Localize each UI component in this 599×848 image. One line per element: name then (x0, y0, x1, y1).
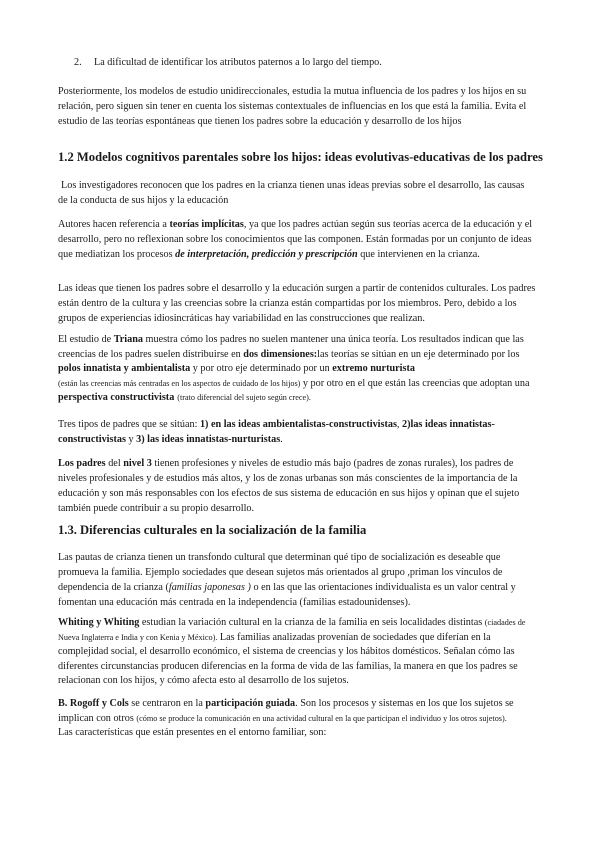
paragraph-triana-study (58, 333, 536, 406)
text-run: que intervienen en la crianza. (357, 249, 480, 260)
bold-term: nivel 3 (123, 458, 152, 469)
paragraph-rogoff-study (58, 697, 536, 741)
list-item-text: La dificultad de identificar los atributos paternos a lo largo del tiempo. (94, 57, 382, 68)
bold-term: teorías implícitas (169, 219, 244, 230)
bold-term: 1) en las ideas ambientalistas-constructivistas (199, 419, 397, 430)
text-run: Las características que están presentes en el entorno familiar, son: (58, 727, 327, 739)
bold-term: Triana (113, 334, 143, 345)
bold-term: 3) las ideas innatistas-nurturistas (136, 434, 281, 445)
text-run: muestra cómo los padres no suelen mantener una única teoría. Los resultados indican que las creencias de los padres suelen distribuirse en (58, 334, 524, 360)
text-run: y (125, 434, 137, 445)
text-run: El estudio de (58, 334, 114, 345)
bold-term: Los padres (58, 458, 106, 469)
text-run: Tres tipos de padres que se sitúan: (58, 419, 200, 430)
paragraph-researchers: Los investigadores reconocen que los padres en la crianza tienen unas ideas previas sobre el desarrollo, las causas de la conducta de sus hijos y la educación (58, 180, 525, 206)
text-run: , ya que los padres actúan según sus teorías acerca de la educación y el desarrollo, pero no reflexionan sobre los conocimientos que las componen. Están formadas por un conjunto de ideas que mediatizan los procesos (58, 219, 533, 260)
text-run: se centraron en la (128, 698, 206, 709)
text-run: las teorías se sitúan en un eje determinado por los (317, 348, 520, 360)
text-run: estudian la variación cultural en la crianza de la familia en seis localidades distintas (139, 617, 485, 628)
bold-term: extremo nurturista (332, 363, 415, 375)
numbered-list-item (74, 55, 382, 70)
text-run: Autores hacen referencia a (58, 219, 170, 230)
text-run: . Son los procesos y sistemas en los que los sujetos se implican con otros (58, 698, 514, 724)
paragraph-whiting-study (58, 616, 536, 689)
text-run: o en las que las orientaciones individualista es un valor central y fomentan una educación más centrada en la independencia (familias estadounidenses). (58, 582, 516, 608)
small-note: (ciadades de Nueva Inglaterra e India y con Kenia y México). (58, 618, 526, 642)
bold-italic-term: de interpretación, predicción y prescripción (175, 249, 358, 260)
small-note: (trato diferencial del sujeto según crece). (177, 393, 311, 403)
paragraph-level-3-parents (58, 456, 536, 516)
text-run: Las pautas de crianza tienen un transfondo cultural que determinan qué tipo de socialización es deseable que promueva la familia. Ejemplo sociedades que desean sujetos más orientados al grupo ,priman los vínculos de dependencia de la crianza ( (58, 552, 503, 593)
list-item-number: 2. (74, 57, 82, 68)
bold-term: B. Rogoff y Cols (58, 698, 129, 709)
text-run: y por otro eje determinado por un (190, 363, 333, 375)
text-run: Las familias analizadas provenían de sociedades que diferían en la complejidad social, el desarrollo económico, el sistema de creencias y los hábitos domésticos. Señalan cómo las diferentes circunstancias producen diferencias en la forma de vida de las familias, la manera en que los padres se relacionan con los hijos, y cómo afecta esto al desarrollo de los sujetos. (58, 631, 518, 687)
text-run: y por otro en el que están las creencias que adoptan una (300, 377, 530, 389)
paragraph-cultural-ideas: Las ideas que tienen los padres sobre el desarrollo y la educación surgen a partir de contenidos culturales. Los padres están dentro de la cultura y las creencias sobre la crianza están compartidas por los miembros. Pero, debido a los grupos de experiencias idiosincráticas hay variabilidad en las construcciones que realizan. (58, 283, 536, 324)
paragraph-unidirectional-models: Posteriormente, los modelos de estudio unidireccionales, estudia la mutua influencia de los padres y los hijos en su relación, pero siguen sin tener en cuenta los sistemas contextuales de influencias en los que está la familia. Evita el estudio de las teorías espontáneas que tienen los padres sobre la educación y desarrollo de los hijos (58, 86, 527, 127)
bold-term: participación guiada (205, 698, 296, 709)
text-run: del (105, 458, 124, 469)
text-run: , (396, 419, 403, 430)
bold-term: 2)las ideas innatistas-constructivistas (58, 419, 495, 445)
text-run: . (280, 434, 283, 445)
section-heading-1-3: 1.3. Diferencias culturales en la socialización de la familia (58, 523, 367, 537)
paragraph-cultural-background (58, 550, 536, 610)
paragraph-implicit-theories (58, 217, 536, 262)
bold-term: dos dimensiones: (243, 348, 318, 360)
bold-term: perspectiva constructivista (58, 392, 175, 404)
small-note: (están las creencias más centradas en los aspectos de cuidado de los hijos) (58, 378, 301, 388)
italic-term: familias japonesas ) (168, 582, 251, 593)
text-run: tienen profesiones y niveles de estudio más bajo (padres de zonas rurales), los padres de niveles profesionales y de estudios más altos, y los de zonas urbanas son más conscientes de la importancia de la educación y son más responsables con los efectos de sus sistema de educación en sus hijos y opinan que el sujeto también puede contribuir a su propio desarrollo. (58, 458, 520, 514)
section-heading-1-2: 1.2 Modelos cognitivos parentales sobre los hijos: ideas evolutivas-educativas de los padres (58, 150, 543, 164)
small-note: (cómo se produce la comunicación en una actividad cultural en la que participan el individuo y los otros sujetos). (136, 713, 507, 723)
paragraph-three-types (58, 417, 536, 447)
bold-term: polos innatista y ambientalista (58, 363, 191, 375)
bold-term: Whiting y Whiting (58, 617, 140, 628)
